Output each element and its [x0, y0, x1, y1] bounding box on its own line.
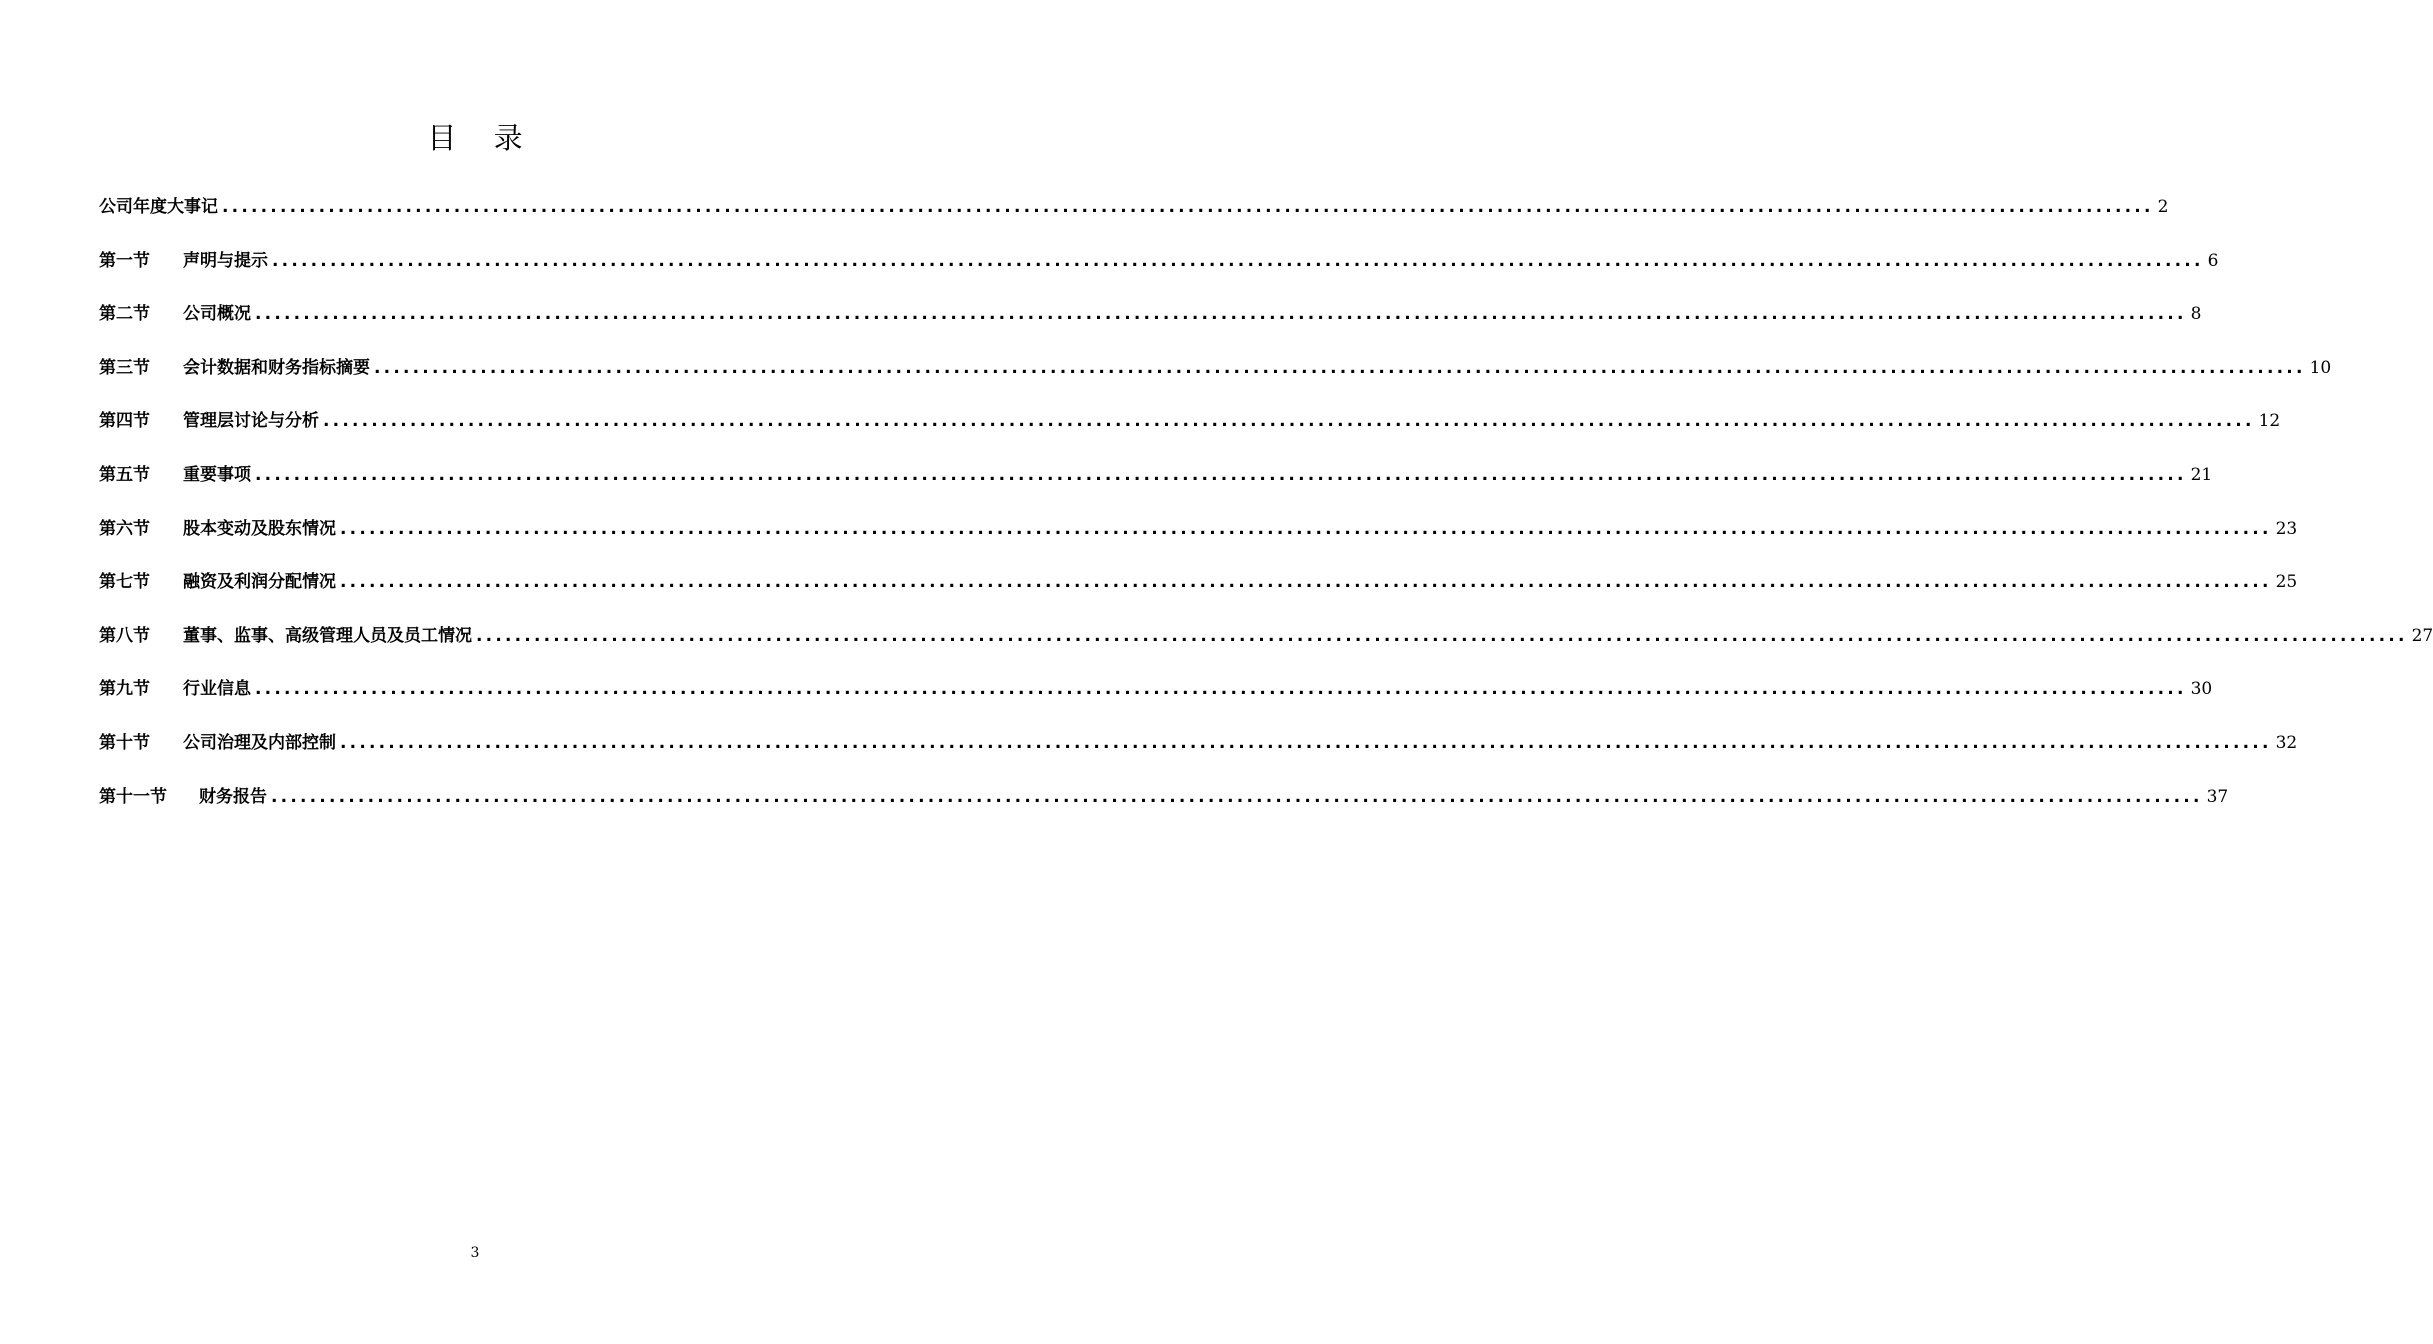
toc-entry-title: 会计数据和财务指标摘要 [183, 357, 370, 378]
toc-entry-title: 融资及利润分配情况 [183, 572, 336, 593]
toc-leader-dots: ........................................................................................................................................................................................................ [374, 357, 2306, 378]
toc-entry-page: 12 [2258, 411, 2281, 432]
toc-entry-label [99, 458, 251, 492]
toc-entry[interactable] [99, 244, 2219, 298]
toc-entry-label [99, 404, 319, 438]
toc-entry-label [99, 244, 268, 278]
toc-entry[interactable] [99, 726, 2298, 780]
toc-entry-page: 25 [2275, 572, 2298, 593]
toc-entry-title: 公司年度大事记 [99, 197, 218, 217]
page-title: 目 录 [427, 121, 537, 155]
toc-leader-dots: ........................................................................................................................................................................................................ [476, 625, 2408, 646]
toc-entry-label [99, 672, 251, 706]
toc-entry-title: 公司概况 [183, 304, 251, 325]
toc-entry-label [99, 512, 336, 546]
toc-entry-page: 30 [2190, 679, 2213, 700]
toc-entry[interactable] [99, 619, 2433, 673]
toc-entry-page: 32 [2275, 732, 2298, 753]
toc-leader-dots: ........................................................................................................................................................................................................ [323, 411, 2255, 432]
table-of-contents [99, 190, 2433, 833]
toc-entry[interactable] [99, 404, 2281, 458]
toc-entry[interactable] [99, 512, 2298, 566]
toc-entry-page: 27 [2411, 625, 2433, 646]
toc-entry-title: 股本变动及股东情况 [183, 518, 336, 539]
toc-entry-title: 行业信息 [183, 679, 251, 700]
toc-leader-dots: ........................................................................................................................................................................................................ [255, 464, 2187, 485]
toc-entry[interactable] [99, 190, 2169, 244]
toc-leader-dots: ........................................................................................................................................................................................................ [271, 786, 2203, 807]
toc-entry-title: 财务报告 [199, 786, 267, 807]
toc-entry-page: 6 [2207, 250, 2219, 271]
toc-entry-title: 管理层讨论与分析 [183, 411, 319, 432]
toc-leader-dots: ........................................................................................................................................................................................................ [222, 197, 2154, 217]
toc-entry-label [99, 565, 336, 599]
toc-entry-section: 第一节 [99, 250, 150, 271]
toc-entry[interactable] [99, 565, 2298, 619]
toc-entry[interactable] [99, 458, 2213, 512]
toc-entry-page: 8 [2190, 304, 2202, 325]
toc-leader-dots: ........................................................................................................................................................................................................ [340, 518, 2272, 539]
toc-leader-dots: ........................................................................................................................................................................................................ [340, 732, 2272, 753]
toc-entry-section: 第九节 [99, 679, 150, 700]
toc-entry-page: 21 [2190, 464, 2213, 485]
toc-entry-label [99, 190, 218, 224]
toc-entry[interactable] [99, 351, 2332, 405]
toc-entry-section: 第五节 [99, 464, 150, 485]
toc-entry-label [99, 726, 336, 760]
toc-leader-dots: ........................................................................................................................................................................................................ [272, 250, 2204, 271]
toc-entry-label [99, 351, 370, 385]
toc-entry-section: 第八节 [99, 625, 150, 646]
toc-entry-label [99, 297, 251, 331]
toc-entry-title: 董事、监事、高级管理人员及员工情况 [183, 625, 472, 646]
toc-entry-section: 第二节 [99, 304, 150, 325]
toc-entry-label [99, 780, 267, 814]
toc-entry-section: 第七节 [99, 572, 150, 593]
toc-entry-section: 第三节 [99, 357, 150, 378]
toc-entry-page: 2 [2157, 197, 2169, 217]
toc-entry-section: 第六节 [99, 518, 150, 539]
toc-entry-label [99, 619, 472, 653]
toc-entry-section: 第四节 [99, 411, 150, 432]
toc-leader-dots: ........................................................................................................................................................................................................ [255, 679, 2187, 700]
toc-entry-section: 第十一节 [99, 786, 167, 807]
toc-entry[interactable] [99, 780, 2229, 834]
toc-entry-page: 23 [2275, 518, 2298, 539]
toc-entry-page: 10 [2309, 357, 2332, 378]
toc-entry-title: 声明与提示 [183, 250, 268, 271]
page-number: 3 [470, 1245, 480, 1261]
toc-leader-dots: ........................................................................................................................................................................................................ [255, 304, 2187, 325]
toc-entry[interactable] [99, 297, 2202, 351]
toc-entry[interactable] [99, 672, 2213, 726]
toc-entry-title: 重要事项 [183, 464, 251, 485]
toc-entry-section: 第十节 [99, 732, 150, 753]
toc-entry-page: 37 [2206, 786, 2229, 807]
toc-entry-title: 公司治理及内部控制 [183, 732, 336, 753]
toc-leader-dots: ........................................................................................................................................................................................................ [340, 572, 2272, 593]
